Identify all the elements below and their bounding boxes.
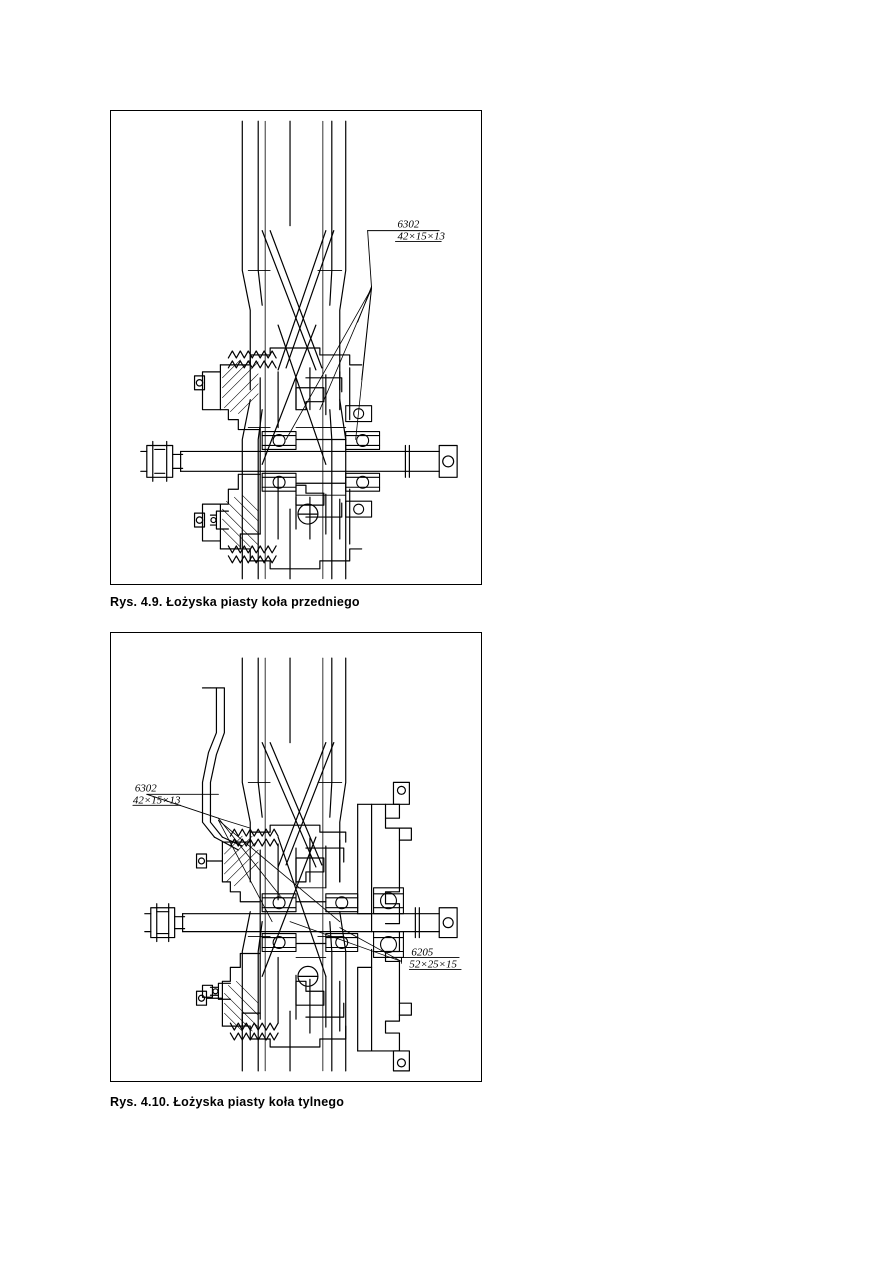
figure-rear-caption: Rys. 4.10. Łożyska piasty koła tylnego: [110, 1095, 345, 1109]
figure-rear-hub-bearings: [110, 632, 530, 1132]
figure-rear-frame: [110, 632, 482, 1082]
callout-rear-6205-dimensions: 52×25×15: [409, 958, 457, 971]
callout-front-6302-code: 6302: [397, 218, 420, 231]
figure-front-caption: Rys. 4.9. Łożyska piasty koła przedniego: [110, 595, 360, 609]
callout-rear-6302-dimensions: 42×15×13: [132, 794, 181, 807]
front-hub-technical-drawing: [111, 111, 481, 584]
callout-rear-6302-code: 6302: [134, 782, 157, 795]
figure-front-frame: [110, 110, 482, 585]
rear-hub-technical-drawing: [111, 633, 481, 1081]
callout-front-6302-dimensions: 42×15×13: [397, 230, 446, 243]
callout-rear-6205-code: 6205: [411, 946, 434, 959]
figure-front-hub-bearings: [110, 110, 530, 610]
